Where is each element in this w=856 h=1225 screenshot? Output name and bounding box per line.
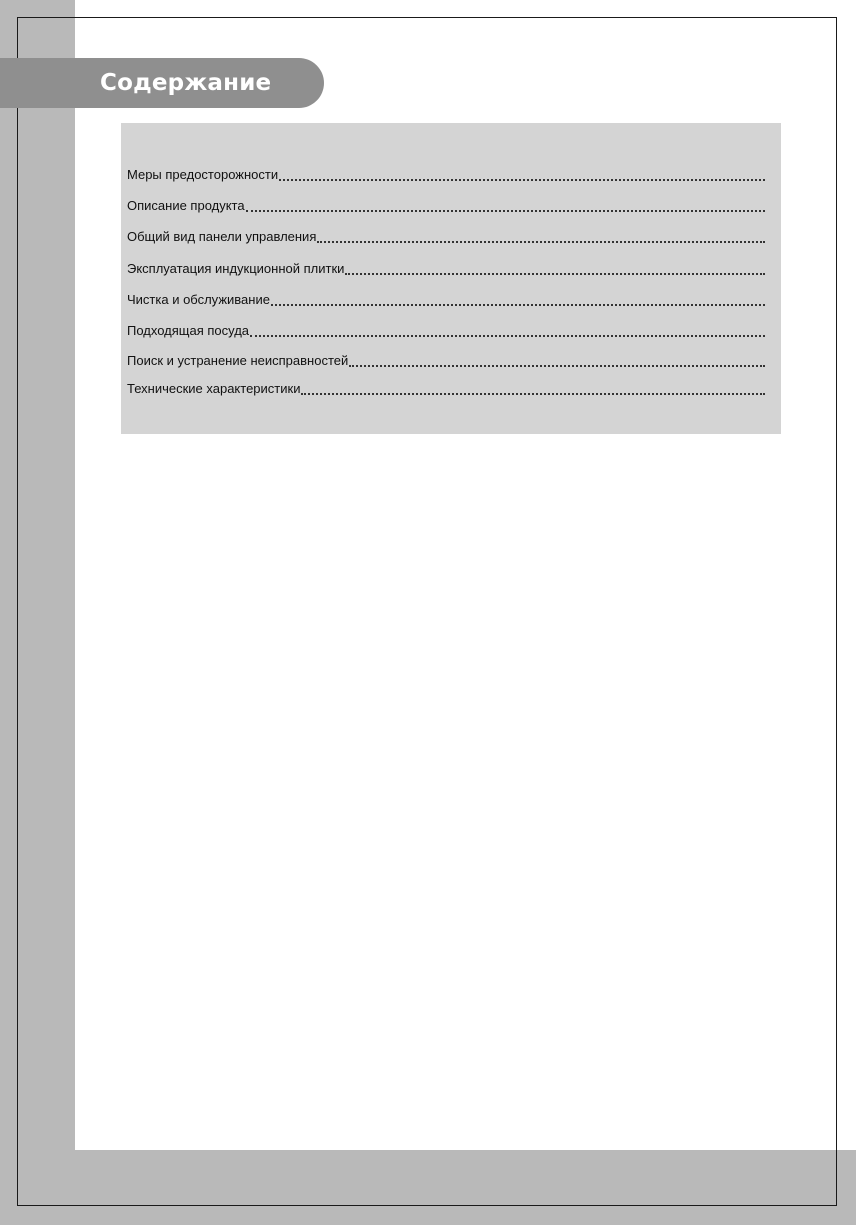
toc-dot-leader (345, 258, 765, 275)
toc-item-precautions[interactable] (127, 162, 765, 182)
toc-item-label: Эксплуатация индукционной плитки (127, 261, 345, 276)
toc-item-label: Меры предосторожности (127, 167, 279, 182)
toc-item-label: Описание продукта (127, 198, 245, 213)
toc-item-operation[interactable] (127, 256, 765, 276)
toc-item-specifications[interactable] (127, 376, 765, 396)
toc-item-label: Общий вид панели управления (127, 229, 317, 244)
toc-item-control-panel[interactable] (127, 224, 765, 244)
toc-item-cookware[interactable] (127, 318, 765, 338)
page-title: Содержание (100, 70, 272, 96)
toc-item-label: Подходящая посуда (127, 323, 250, 338)
toc-dot-leader (301, 378, 765, 395)
toc-dot-leader (317, 226, 765, 243)
title-tab (0, 58, 324, 108)
toc-item-product-description[interactable] (127, 193, 765, 213)
toc-dot-leader (271, 289, 765, 306)
toc-item-label: Чистка и обслуживание (127, 292, 270, 307)
toc-dot-leader (246, 195, 765, 212)
toc-item-cleaning[interactable] (127, 287, 765, 307)
table-of-contents (121, 123, 781, 434)
toc-item-label: Технические характеристики (127, 381, 301, 396)
toc-dot-leader (250, 320, 765, 337)
toc-item-troubleshooting[interactable] (127, 348, 765, 368)
toc-dot-leader (279, 164, 765, 181)
toc-item-label: Поиск и устранение неисправностей (127, 353, 349, 368)
toc-dot-leader (349, 350, 765, 367)
